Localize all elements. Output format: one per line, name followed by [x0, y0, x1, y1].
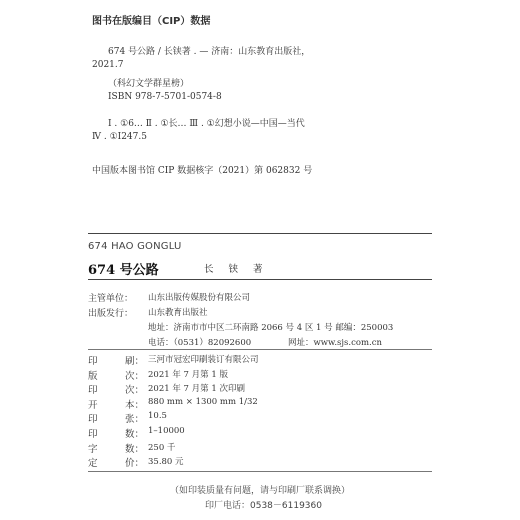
cip-line-2: 2021.7	[92, 60, 124, 70]
spec-value: 三河市冠宏印刷装订有限公司	[148, 355, 259, 365]
spec-value: 2021 年 7 月第 1 次印刷	[148, 384, 245, 394]
spec-label: 印 刷：	[88, 356, 144, 367]
cip-series: （科幻文学群星榜）	[108, 79, 190, 89]
spec-value: 10.5	[148, 411, 167, 421]
issuer-label: 出版发行：	[88, 309, 134, 319]
sponsor-value: 山东出版传媒股份有限公司	[148, 293, 251, 303]
address: 地址：济南市市中区二环南路 2066 号 4 区 1 号 邮编：250003	[148, 323, 394, 333]
spec-value: 35.80 元	[148, 457, 184, 467]
chinese-title: 674 号公路	[88, 263, 159, 278]
spec-value: 880 mm × 1300 mm 1/32	[148, 397, 258, 407]
english-title: 674 HAO GONGLU	[88, 241, 182, 252]
quality-notice: （如印装质量有问题，请与印刷厂联系调换）	[170, 486, 351, 496]
spec-label: 印 次：	[88, 385, 144, 396]
cip-isbn: ISBN 978-7-5701-0574-8	[108, 92, 222, 102]
spec-label: 版 次：	[88, 371, 144, 382]
spec-value: 2021 年 7 月第 1 版	[148, 370, 228, 380]
cip-class-line-2: Ⅳ . ①I247.5	[92, 132, 147, 142]
publisher-rule	[88, 349, 432, 350]
spec-label: 印 张：	[88, 414, 144, 425]
author: 长 铗 著	[204, 264, 269, 275]
title-bottom-rule	[88, 279, 432, 280]
spec-label: 印 数：	[88, 429, 144, 440]
spec-value: 250 千	[148, 443, 176, 453]
cip-line-1: 674 号公路 / 长铗著 . — 济南：山东教育出版社，	[108, 47, 311, 57]
issuer-value: 山东教育出版社	[148, 308, 208, 318]
cip-title: 图书在版编目（CIP）数据	[92, 16, 211, 27]
cip-record: 中国版本图书馆 CIP 数据核字（2021）第 062832 号	[92, 166, 313, 176]
spec-value: 1–10000	[148, 426, 185, 436]
phone: 电话：（0531）82092600	[148, 338, 252, 348]
website: 网址：www.sjs.com.cn	[288, 338, 382, 348]
specs-rule	[88, 471, 432, 472]
sponsor-label: 主管单位：	[88, 294, 134, 304]
spec-label: 定 价：	[88, 458, 144, 469]
title-top-rule	[88, 233, 432, 234]
printer-phone: 印厂电话：0538－6119360	[205, 501, 322, 511]
cip-class-line-1: Ⅰ . ①6… Ⅱ . ①长… Ⅲ . ①幻想小说—中国—当代	[108, 119, 305, 129]
spec-label: 开 本：	[88, 400, 144, 411]
spec-label: 字 数：	[88, 444, 144, 455]
